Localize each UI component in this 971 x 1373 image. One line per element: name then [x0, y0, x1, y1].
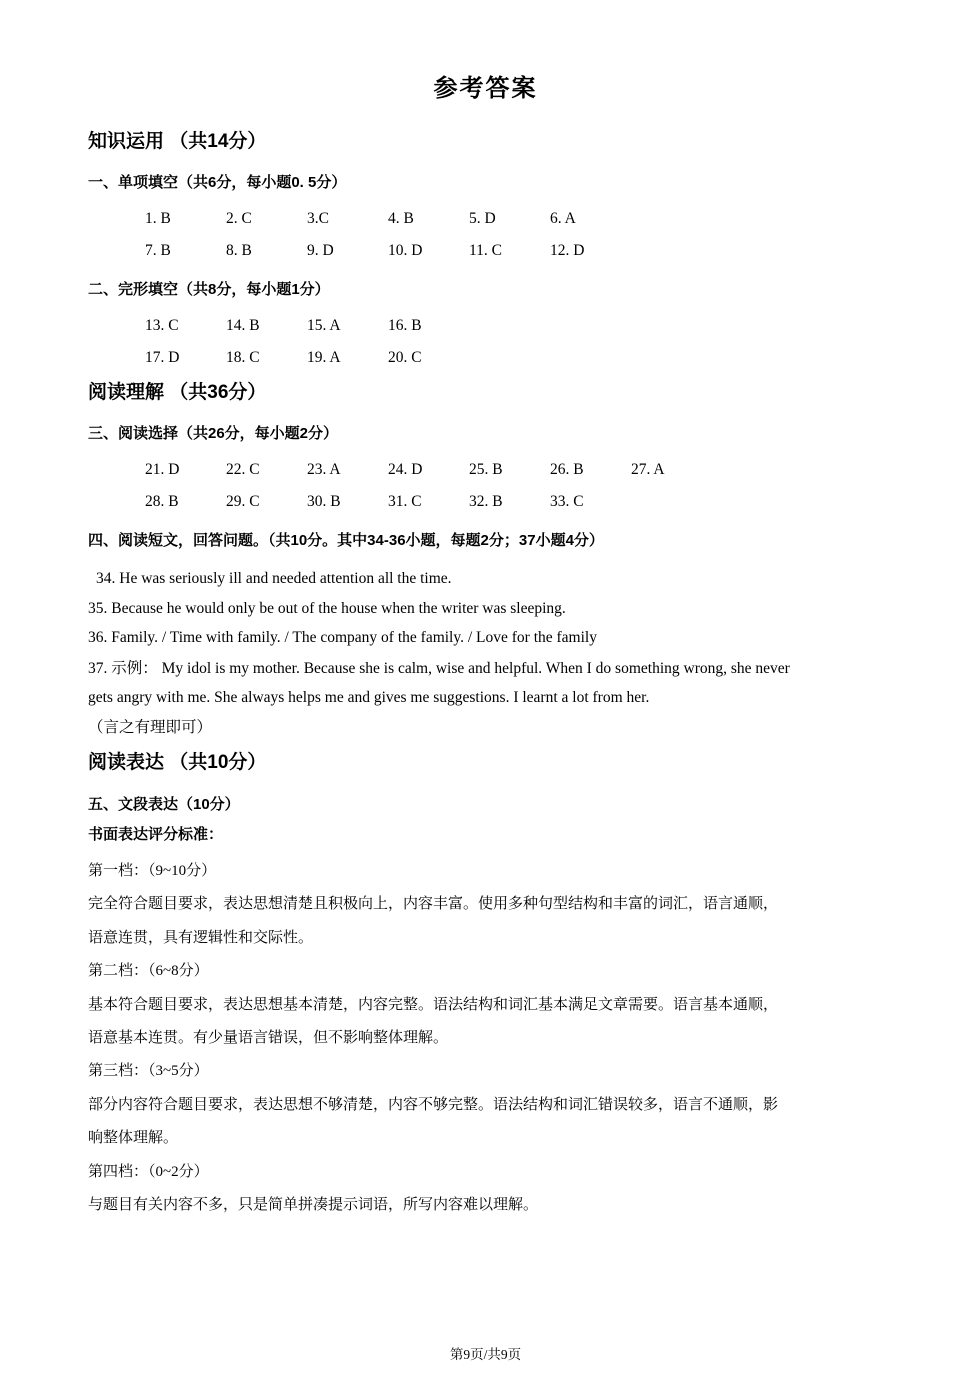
- answer-row: [88, 311, 883, 341]
- answer-cell: 33. C: [550, 493, 584, 510]
- answer-cell: 17. D: [145, 349, 180, 366]
- answer-cell: 14. B: [226, 317, 260, 334]
- answer-cell: 23. A: [307, 461, 341, 478]
- page-title: 参考答案: [433, 75, 538, 102]
- answer-cell: 8. B: [226, 242, 252, 259]
- answer-cell: 5. D: [469, 210, 496, 227]
- answer-row: [88, 236, 883, 266]
- answer-row: [88, 455, 883, 485]
- answer-cell: 12. D: [550, 242, 585, 259]
- answer-cell: 2. C: [226, 210, 252, 227]
- answer-37-note: （言之有理即可）: [88, 718, 213, 736]
- answer-cell: 21. D: [145, 461, 180, 478]
- answer-cell: 29. C: [226, 493, 260, 510]
- band-3-desc-line2: 响整体理解。: [88, 1130, 179, 1147]
- answer-cell: 4. B: [388, 210, 414, 227]
- band-4-label: 第四档：（0~2分）: [88, 1163, 209, 1180]
- answer-cell: 7. B: [145, 242, 171, 259]
- band-2-label: 第二档：（6~8分）: [88, 963, 209, 980]
- band-3-label: 第三档：（3~5分）: [88, 1063, 209, 1080]
- answer-cell: 15. A: [307, 317, 341, 334]
- answer-cell: 27. A: [631, 461, 665, 478]
- answer-cell: 31. C: [388, 493, 422, 510]
- answer-cell: 13. C: [145, 317, 179, 334]
- subheading-section3: 三、阅读选择（共26分，每小题2分）: [88, 425, 339, 442]
- heading-reading-expression: 阅读表达 （共10分）: [88, 752, 267, 773]
- answer-34: 34. He was seriously ill and needed attention all the time.: [96, 570, 452, 587]
- band-4-desc-line1: 与题目有关内容不多，只是简单拼凑提示词语，所写内容难以理解。: [88, 1197, 539, 1214]
- answer-cell: 9. D: [307, 242, 334, 259]
- answer-cell: 30. B: [307, 493, 341, 510]
- short-answer-block: [88, 564, 883, 742]
- subheading-section4: 四、阅读短文，回答问题。（共10分。其中34-36小题，每题2分；37小题4分）: [88, 532, 604, 549]
- band-2-desc-line2: 语意基本连贯。有少量语言错误，但不影响整体理解。: [88, 1030, 449, 1047]
- band-2-desc-line1: 基本符合题目要求，表达思想基本清楚，内容完整。语法结构和词汇基本满足文章需要。语言基本通顺，: [88, 996, 779, 1013]
- answer-37-line2: gets angry with me. She always helps me and gives me suggestions. I learnt a lot from her.: [88, 689, 650, 706]
- answer-row: [88, 487, 883, 517]
- answer-cell: 10. D: [388, 242, 423, 259]
- answer-cell: 32. B: [469, 493, 503, 510]
- page-number-footer: 第9页/共9页: [449, 1347, 522, 1362]
- answer-cell: 19. A: [307, 349, 341, 366]
- subheading-section1: 一、单项填空（共6分，每小题0. 5分）: [88, 174, 347, 191]
- answer-cell: 11. C: [469, 242, 503, 259]
- rubric-heading: 书面表达评分标准：: [88, 826, 224, 843]
- answer-cell: 20. C: [388, 349, 422, 366]
- scoring-rubric: [88, 855, 883, 1222]
- answer-cell: 26. B: [550, 461, 584, 478]
- answer-cell: 28. B: [145, 493, 179, 510]
- band-1-label: 第一档：（9~10分）: [88, 863, 217, 879]
- band-1-desc-line1: 完全符合题目要求，表达思想清楚且积极向上，内容丰富。使用多种句型结构和丰富的词汇，语言通顺，: [88, 896, 779, 913]
- band-3-desc-line1: 部分内容符合题目要求，表达思想不够清楚，内容不够完整。语法结构和词汇错误较多，语言不通顺，影: [88, 1096, 779, 1113]
- heading-reading-comprehension: 阅读理解 （共36分）: [88, 382, 267, 403]
- answer-35: 35. Because he would only be out of the house when the writer was sleeping.: [88, 599, 566, 617]
- subheading-section5: 五、文段表达（10分）: [88, 796, 240, 813]
- answer-row: [88, 343, 883, 373]
- subheading-section2: 二、完形填空（共8分，每小题1分）: [88, 281, 330, 298]
- answer-cell: 24. D: [388, 461, 423, 478]
- answer-37-line1: 37. 示例： My idol is my mother. Because she is calm, wise and helpful. When I do something wrong, she never: [88, 659, 790, 677]
- answer-cell: 22. C: [226, 461, 260, 478]
- answer-cell: 3.C: [307, 210, 329, 227]
- answer-cell: 25. B: [469, 461, 503, 478]
- answer-cell: 16. B: [388, 317, 422, 334]
- band-1-desc-line2: 语意连贯，具有逻辑性和交际性。: [88, 929, 314, 946]
- answer-cell: 18. C: [226, 349, 260, 366]
- answer-cell: 1. B: [145, 210, 171, 227]
- heading-knowledge-use: 知识运用 （共14分）: [88, 131, 267, 152]
- answer-cell: 6. A: [550, 210, 576, 227]
- answer-36: 36. Family. / Time with family. / The company of the family. / Love for the family: [88, 629, 597, 646]
- answer-row: [88, 204, 883, 234]
